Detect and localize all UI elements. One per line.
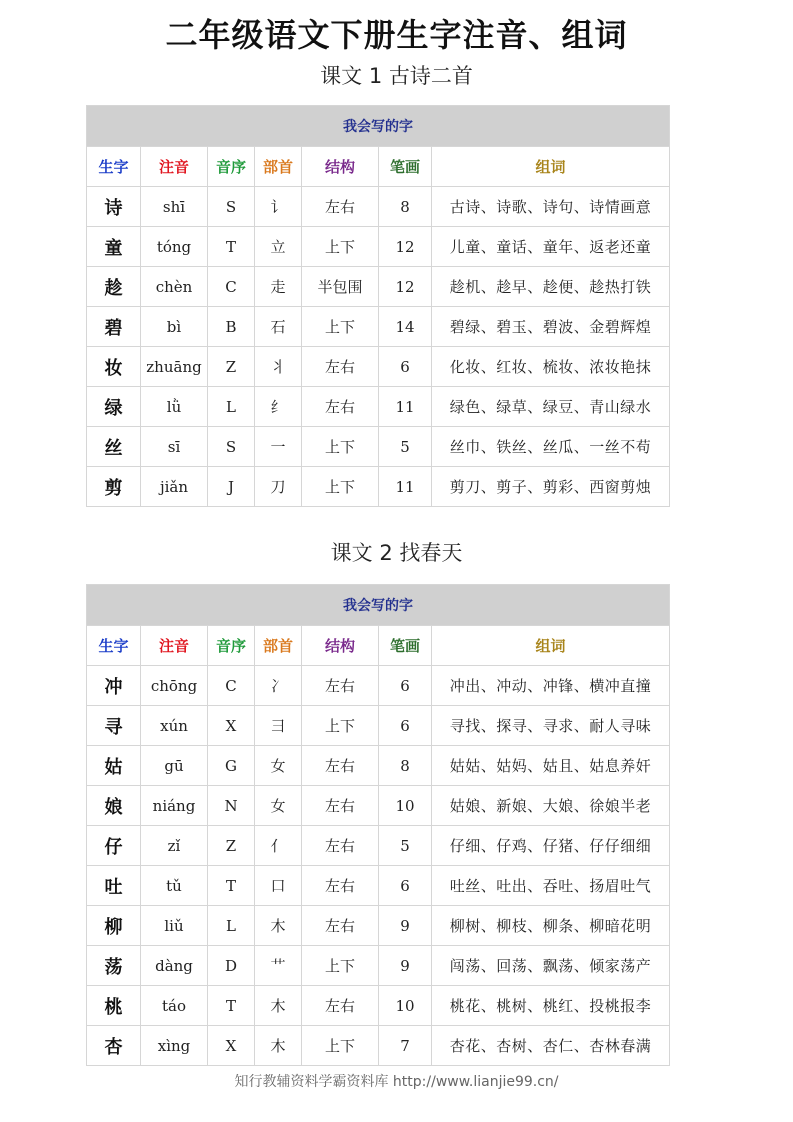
cell-words: 丝巾、铁丝、丝瓜、一丝不苟	[432, 427, 670, 467]
cell-radical: 讠	[255, 187, 302, 227]
cell-strokes: 12	[379, 267, 432, 307]
table-banner: 我会写的字	[87, 106, 670, 147]
cell-char: 诗	[87, 187, 141, 227]
cell-words: 姑姑、姑妈、姑且、姑息养奸	[432, 746, 670, 786]
cell-words: 闯荡、回荡、飘荡、倾家荡产	[432, 946, 670, 986]
table-row	[87, 946, 670, 986]
cell-pinyin: lǜ	[141, 387, 208, 427]
cell-radical: 艹	[255, 946, 302, 986]
cell-pinyin: sī	[141, 427, 208, 467]
column-header-structure: 结构	[302, 147, 379, 187]
cell-strokes: 10	[379, 986, 432, 1026]
cell-words: 剪刀、剪子、剪彩、西窗剪烛	[432, 467, 670, 507]
cell-order: S	[208, 187, 255, 227]
cell-words: 杏花、杏树、杏仁、杏林春满	[432, 1026, 670, 1066]
cell-words: 姑娘、新娘、大娘、徐娘半老	[432, 786, 670, 826]
cell-structure: 左右	[302, 746, 379, 786]
cell-char: 桃	[87, 986, 141, 1026]
cell-structure: 左右	[302, 986, 379, 1026]
cell-pinyin: tóng	[141, 227, 208, 267]
cell-order: T	[208, 227, 255, 267]
cell-structure: 左右	[302, 826, 379, 866]
column-header-strokes: 笔画	[379, 147, 432, 187]
cell-order: C	[208, 267, 255, 307]
cell-words: 碧绿、碧玉、碧波、金碧辉煌	[432, 307, 670, 347]
column-header-char: 生字	[87, 626, 141, 666]
cell-pinyin: jiǎn	[141, 467, 208, 507]
cell-char: 趁	[87, 267, 141, 307]
column-header-radical: 部首	[255, 626, 302, 666]
cell-order: L	[208, 387, 255, 427]
cell-structure: 左右	[302, 666, 379, 706]
cell-char: 妆	[87, 347, 141, 387]
cell-strokes: 11	[379, 387, 432, 427]
cell-structure: 左右	[302, 906, 379, 946]
table-row	[87, 427, 670, 467]
cell-char: 姑	[87, 746, 141, 786]
cell-strokes: 7	[379, 1026, 432, 1066]
column-header-order: 音序	[208, 147, 255, 187]
cell-order: T	[208, 866, 255, 906]
cell-radical: 立	[255, 227, 302, 267]
cell-structure: 半包围	[302, 267, 379, 307]
cell-strokes: 11	[379, 467, 432, 507]
cell-pinyin: bì	[141, 307, 208, 347]
cell-words: 柳树、柳枝、柳条、柳暗花明	[432, 906, 670, 946]
column-header-pinyin: 注音	[141, 147, 208, 187]
cell-pinyin: zǐ	[141, 826, 208, 866]
cell-pinyin: chōng	[141, 666, 208, 706]
cell-strokes: 9	[379, 946, 432, 986]
character-table-1	[86, 105, 670, 507]
cell-pinyin: xún	[141, 706, 208, 746]
cell-strokes: 5	[379, 826, 432, 866]
cell-pinyin: shī	[141, 187, 208, 227]
table-row	[87, 866, 670, 906]
cell-char: 碧	[87, 307, 141, 347]
cell-char: 寻	[87, 706, 141, 746]
cell-order: J	[208, 467, 255, 507]
cell-radical: 女	[255, 746, 302, 786]
table-row	[87, 1026, 670, 1066]
cell-words: 趁机、趁早、趁便、趁热打铁	[432, 267, 670, 307]
column-header-order: 音序	[208, 626, 255, 666]
cell-order: B	[208, 307, 255, 347]
cell-order: L	[208, 906, 255, 946]
cell-order: T	[208, 986, 255, 1026]
cell-radical: 一	[255, 427, 302, 467]
cell-words: 冲出、冲动、冲锋、横冲直撞	[432, 666, 670, 706]
cell-radical: 石	[255, 307, 302, 347]
cell-char: 娘	[87, 786, 141, 826]
table-header-row	[87, 147, 670, 187]
cell-radical: 冫	[255, 666, 302, 706]
cell-radical: 走	[255, 267, 302, 307]
cell-radical: 刀	[255, 467, 302, 507]
cell-radical: 木	[255, 1026, 302, 1066]
cell-structure: 上下	[302, 227, 379, 267]
table-row	[87, 267, 670, 307]
cell-structure: 左右	[302, 387, 379, 427]
cell-words: 绿色、绿草、绿豆、青山绿水	[432, 387, 670, 427]
cell-strokes: 6	[379, 866, 432, 906]
table-row	[87, 906, 670, 946]
cell-strokes: 6	[379, 706, 432, 746]
table-banner-row	[87, 585, 670, 626]
column-header-pinyin: 注音	[141, 626, 208, 666]
cell-words: 寻找、探寻、寻求、耐人寻味	[432, 706, 670, 746]
cell-radical: 纟	[255, 387, 302, 427]
cell-radical: 丬	[255, 347, 302, 387]
table-row	[87, 387, 670, 427]
cell-structure: 上下	[302, 946, 379, 986]
cell-strokes: 6	[379, 666, 432, 706]
cell-words: 古诗、诗歌、诗句、诗情画意	[432, 187, 670, 227]
cell-structure: 上下	[302, 427, 379, 467]
cell-radical: 口	[255, 866, 302, 906]
cell-radical: 女	[255, 786, 302, 826]
cell-pinyin: gū	[141, 746, 208, 786]
cell-radical: 彐	[255, 706, 302, 746]
cell-pinyin: zhuāng	[141, 347, 208, 387]
section-title-1: 课文 1 古诗二首	[320, 64, 473, 88]
cell-char: 吐	[87, 866, 141, 906]
cell-structure: 上下	[302, 467, 379, 507]
column-header-structure: 结构	[302, 626, 379, 666]
cell-radical: 亻	[255, 826, 302, 866]
table-row	[87, 187, 670, 227]
table-row	[87, 706, 670, 746]
cell-words: 化妆、红妆、梳妆、浓妆艳抹	[432, 347, 670, 387]
table-row	[87, 467, 670, 507]
cell-order: C	[208, 666, 255, 706]
cell-char: 荡	[87, 946, 141, 986]
cell-order: X	[208, 706, 255, 746]
table-row	[87, 227, 670, 267]
cell-structure: 左右	[302, 866, 379, 906]
column-header-words: 组词	[432, 626, 670, 666]
table-row	[87, 307, 670, 347]
table-row	[87, 786, 670, 826]
column-header-words: 组词	[432, 147, 670, 187]
column-header-char: 生字	[87, 147, 141, 187]
cell-strokes: 5	[379, 427, 432, 467]
cell-char: 柳	[87, 906, 141, 946]
column-header-strokes: 笔画	[379, 626, 432, 666]
cell-pinyin: liǔ	[141, 906, 208, 946]
cell-order: D	[208, 946, 255, 986]
cell-char: 剪	[87, 467, 141, 507]
cell-order: Z	[208, 347, 255, 387]
section-title-2: 课文 2 找春天	[330, 541, 463, 565]
cell-pinyin: dàng	[141, 946, 208, 986]
cell-char: 冲	[87, 666, 141, 706]
cell-pinyin: chèn	[141, 267, 208, 307]
cell-structure: 左右	[302, 347, 379, 387]
table-banner: 我会写的字	[87, 585, 670, 626]
cell-pinyin: táo	[141, 986, 208, 1026]
column-header-radical: 部首	[255, 147, 302, 187]
cell-words: 吐丝、吐出、吞吐、扬眉吐气	[432, 866, 670, 906]
table-row	[87, 347, 670, 387]
footer-watermark: 知行教辅资料学霸资料库 http://www.lianjie99.cn/	[234, 1074, 559, 1090]
cell-structure: 上下	[302, 1026, 379, 1066]
character-table-2	[86, 584, 670, 1066]
cell-char: 丝	[87, 427, 141, 467]
cell-strokes: 12	[379, 227, 432, 267]
cell-order: G	[208, 746, 255, 786]
cell-radical: 木	[255, 986, 302, 1026]
cell-pinyin: xìng	[141, 1026, 208, 1066]
cell-char: 仔	[87, 826, 141, 866]
cell-strokes: 9	[379, 906, 432, 946]
cell-order: Z	[208, 826, 255, 866]
table-row	[87, 986, 670, 1026]
table-row	[87, 826, 670, 866]
cell-words: 仔细、仔鸡、仔猪、仔仔细细	[432, 826, 670, 866]
cell-char: 杏	[87, 1026, 141, 1066]
table-row	[87, 666, 670, 706]
cell-order: N	[208, 786, 255, 826]
cell-radical: 木	[255, 906, 302, 946]
cell-order: S	[208, 427, 255, 467]
cell-char: 童	[87, 227, 141, 267]
cell-strokes: 14	[379, 307, 432, 347]
cell-words: 桃花、桃树、桃红、投桃报李	[432, 986, 670, 1026]
cell-order: X	[208, 1026, 255, 1066]
cell-structure: 上下	[302, 706, 379, 746]
cell-strokes: 8	[379, 746, 432, 786]
cell-structure: 左右	[302, 786, 379, 826]
page-title: 二年级语文下册生字注音、组词	[165, 16, 628, 54]
cell-pinyin: niáng	[141, 786, 208, 826]
cell-strokes: 10	[379, 786, 432, 826]
cell-pinyin: tǔ	[141, 866, 208, 906]
table-banner-row	[87, 106, 670, 147]
table-header-row	[87, 626, 670, 666]
cell-strokes: 8	[379, 187, 432, 227]
cell-words: 儿童、童话、童年、返老还童	[432, 227, 670, 267]
cell-structure: 上下	[302, 307, 379, 347]
cell-strokes: 6	[379, 347, 432, 387]
table-row	[87, 746, 670, 786]
cell-structure: 左右	[302, 187, 379, 227]
cell-char: 绿	[87, 387, 141, 427]
